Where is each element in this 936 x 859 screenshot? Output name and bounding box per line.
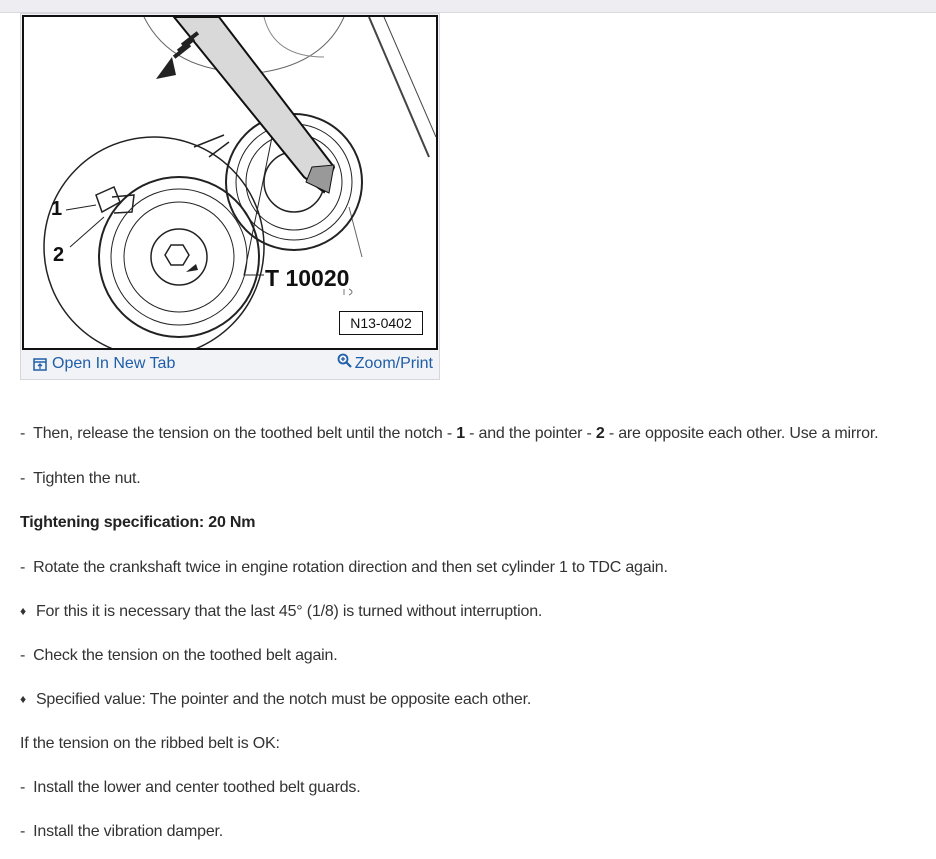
instruction-step <box>20 559 668 577</box>
instruction-step <box>20 425 878 443</box>
figure-card <box>20 13 440 380</box>
zoom-print-label: Zoom/Print <box>354 355 433 372</box>
open-in-new-tab-link[interactable] <box>33 355 175 373</box>
notch-reference: 1 <box>456 425 465 442</box>
step-text: Then, release the tension on the toothed belt until the notch - <box>33 425 452 442</box>
technical-illustration <box>22 15 438 350</box>
callout-notch: 1 <box>51 198 63 220</box>
tightening-specification: Tightening specification: 20 Nm <box>20 514 256 531</box>
step-text: Rotate the crankshaft twice in engine rotation direction and then set cylinder 1 to TDC again. <box>33 559 668 576</box>
note-text: Specified value: The pointer and the notch must be opposite each other. <box>35 691 532 708</box>
condition-text: If the tension on the ribbed belt is OK: <box>20 735 280 752</box>
instruction-note <box>20 691 531 709</box>
dash-marker: - <box>20 559 26 576</box>
step-text: Tighten the nut. <box>33 470 141 487</box>
instruction-step <box>20 823 223 841</box>
note-text: For this it is necessary that the last 45° (1/8) is turned without interruption. <box>35 603 543 620</box>
open-in-new-tab-label: Open In New Tab <box>52 355 176 372</box>
dash-marker: - <box>20 823 26 840</box>
tool-number-label: T 10020 <box>265 265 350 291</box>
instruction-note <box>20 603 542 621</box>
instruction-step <box>20 470 141 488</box>
step-text: Check the tension on the toothed belt again. <box>33 647 338 664</box>
step-text: - are opposite each other. Use a mirror. <box>608 425 879 442</box>
belt-tensioner-drawing <box>24 17 436 348</box>
dash-marker: - <box>20 470 26 487</box>
diamond-bullet-icon: ♦ <box>20 692 26 706</box>
zoom-print-link[interactable] <box>337 355 433 373</box>
diamond-bullet-icon: ♦ <box>20 604 26 618</box>
open-new-tab-icon <box>33 358 47 371</box>
pointer-reference: 2 <box>595 425 605 442</box>
callout-pointer: 2 <box>53 244 65 266</box>
dash-marker: - <box>20 425 26 442</box>
step-text: - and the pointer - <box>469 425 592 442</box>
step-text: Install the vibration damper. <box>33 823 224 840</box>
magnifier-plus-icon <box>337 353 353 369</box>
instruction-step <box>20 779 360 797</box>
dash-marker: - <box>20 779 26 796</box>
dash-marker: - <box>20 647 26 664</box>
figure-actions <box>21 351 439 379</box>
step-text: Install the lower and center toothed belt guards. <box>33 779 361 796</box>
instruction-step <box>20 647 337 665</box>
figure-reference-number: N13-0402 <box>339 311 423 335</box>
cropped-header-strip <box>0 0 936 13</box>
